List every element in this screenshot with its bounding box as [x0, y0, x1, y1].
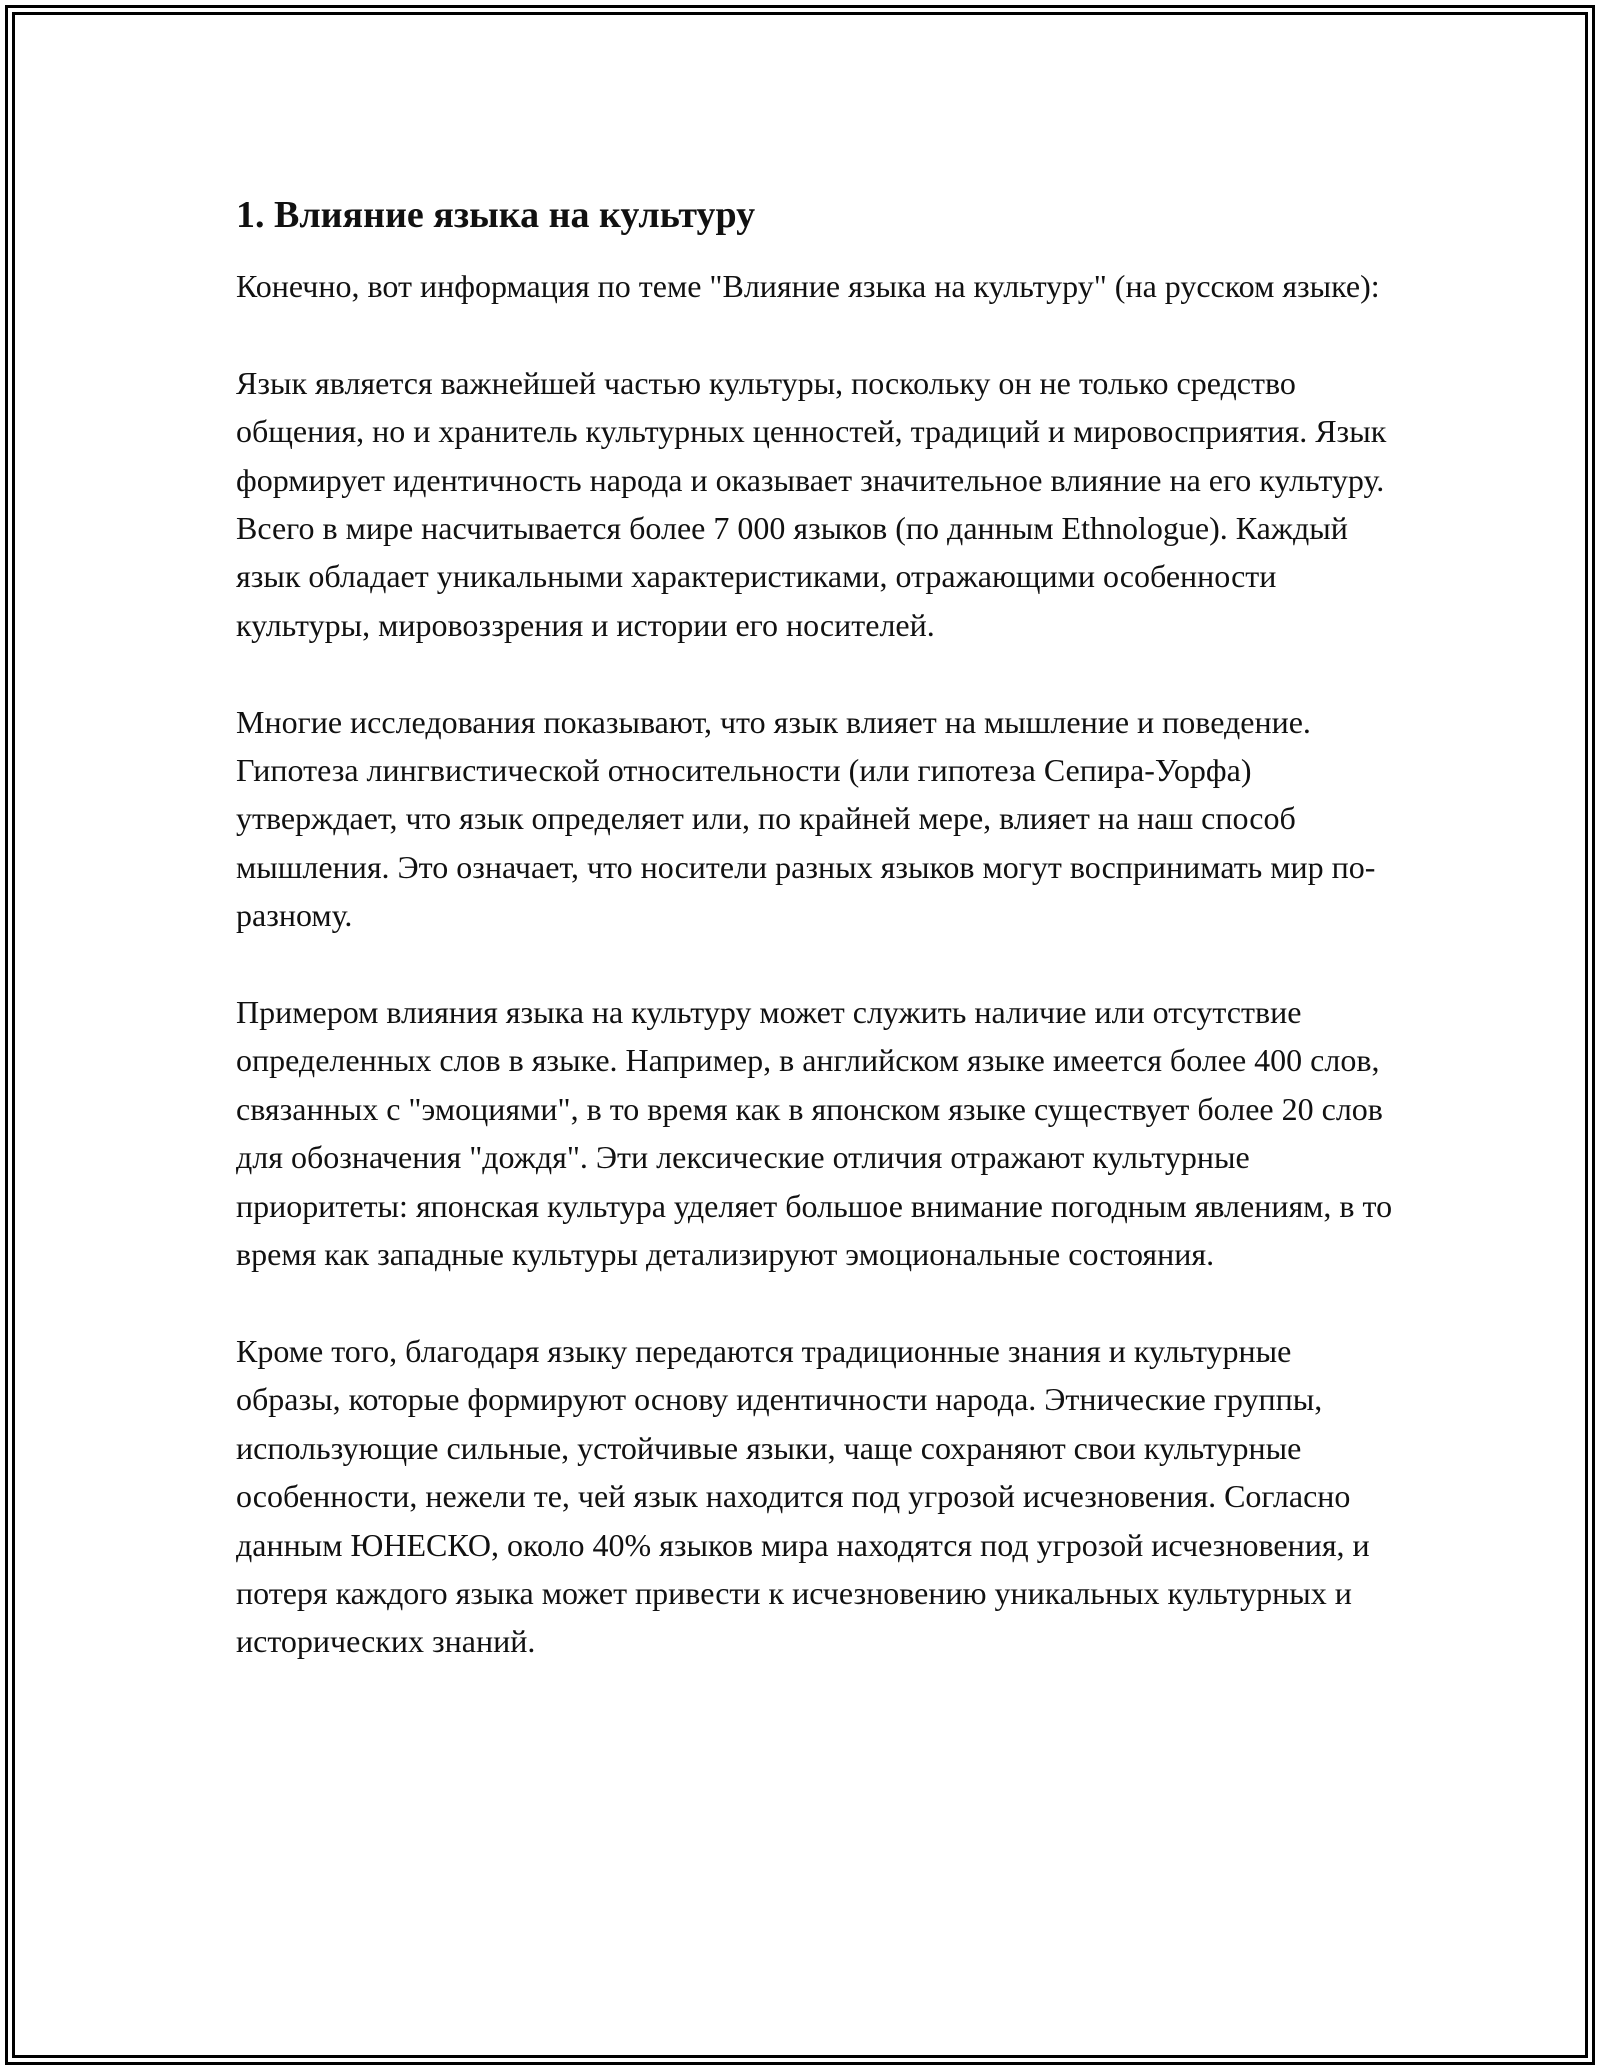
paragraph-linguistic-relativity: Многие исследования показывают, что язык влияет на мышление и поведение. Гипотеза лингвистической относительности (или гипотеза Сепира-Уорфа) утверждает, что язык определяет или, по крайней мере, влияет на наш способ мышления. Это означает, что носители разных языков могут воспринимать мир по-разному. [236, 703, 1376, 934]
intro-paragraph: Конечно, вот информация по теме "Влияние языка на культуру" (на русском языке): [236, 268, 1380, 304]
paragraph-lexical-example: Примером влияния языка на культуру может служить наличие или отсутствие определенных слов в языке. Например, в английском языке имеется более 400 слов, связанных с "эмоциями", в то время как в японском языке существует более 20 слов для обозначения "дождя". Эти лексические отличия отражают культурные приоритеты: японская культура уделяет большое внимание погодным явлениям, в то время как западные культуры детализируют эмоциональные состояния. [236, 994, 1393, 1273]
document-title: 1. Влияние языка на культуру [236, 194, 756, 236]
document-body [236, 188, 1396, 1714]
paragraph-language-culture: Язык является важнейшей частью культуры, поскольку он не только средство общения, но и хранитель культурных ценностей, традиций и мировосприятия. Язык формирует идентичность народа и оказывает значительное влияние на его культуру. Всего в мире насчитывается более 7 000 языков (по данным Ethnologue). Каждый язык обладает уникальными характеристиками, отражающими особенности культуры, мировоззрения и истории его носителей. [236, 364, 1387, 643]
paragraph-knowledge-transfer: Кроме того, благодаря языку передаются традиционные знания и культурные образы, которые формируют основу идентичности народа. Этнические группы, использующие сильные, устойчивые языки, чаще сохраняют свои культурные особенности, нежели те, чей язык находится под угрозой исчезновения. Согласно данным ЮНЕСКО, около 40% языков мира находятся под угрозой исчезновения, и потеря каждого языка может привести к исчезновению уникальных культурных и исторических знаний. [236, 1332, 1370, 1660]
